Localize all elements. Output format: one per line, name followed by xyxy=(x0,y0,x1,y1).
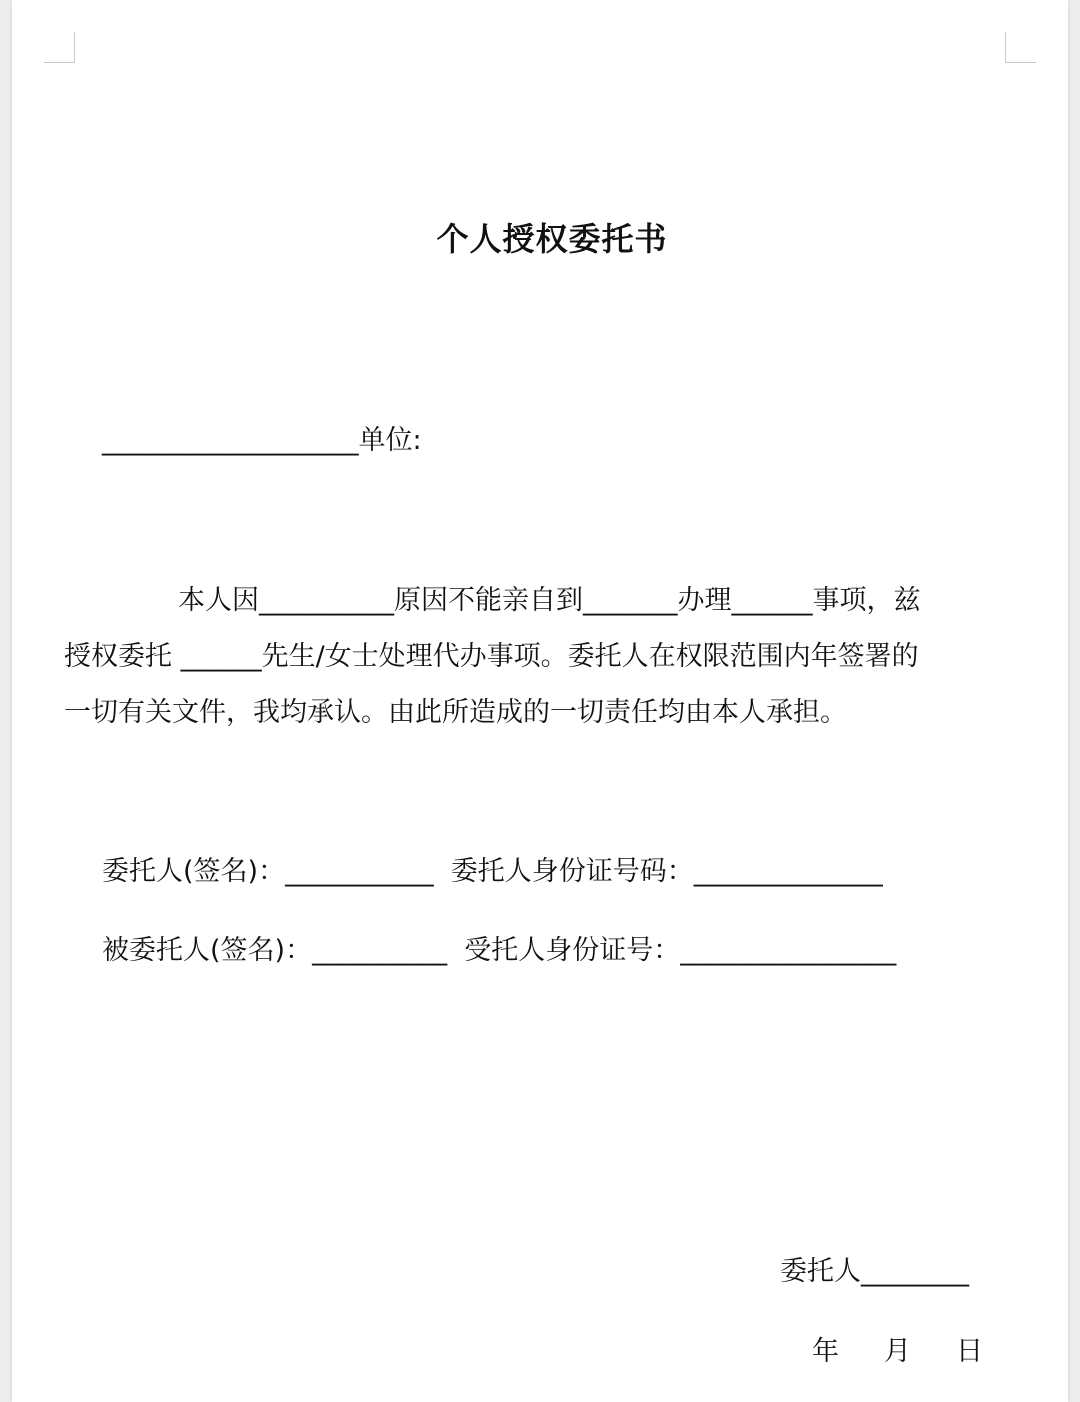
date-month-label: 月 xyxy=(884,1336,911,1367)
crop-mark-top-right xyxy=(1005,32,1036,63)
addressee-line: ___________________单位: xyxy=(102,425,422,456)
body-paragraph-line-2: 授权委托 ______先生/女士处理代办事项。委托人在权限范围内年签署的 xyxy=(64,641,919,672)
document-title: 个人授权委托书 xyxy=(436,220,668,258)
date-year-label: 年 xyxy=(812,1336,839,1367)
body-paragraph-line-3: 一切有关文件，我均承认。由此所造成的一切责任均由本人承担。 xyxy=(64,697,847,728)
principal-signature-line: 委托人(签名)：___________ 委托人身份证号码：______________ xyxy=(102,856,883,887)
closing-principal-line: 委托人________ xyxy=(780,1256,969,1287)
agent-signature-line: 被委托人(签名)：__________ 受托人身份证号：________________ xyxy=(102,935,897,966)
crop-mark-top-left xyxy=(44,32,75,63)
date-line xyxy=(812,1335,983,1369)
date-day-label: 日 xyxy=(956,1336,983,1367)
body-paragraph-line-1: 本人因__________原因不能亲自到_______办理______事项，兹 xyxy=(178,585,921,616)
